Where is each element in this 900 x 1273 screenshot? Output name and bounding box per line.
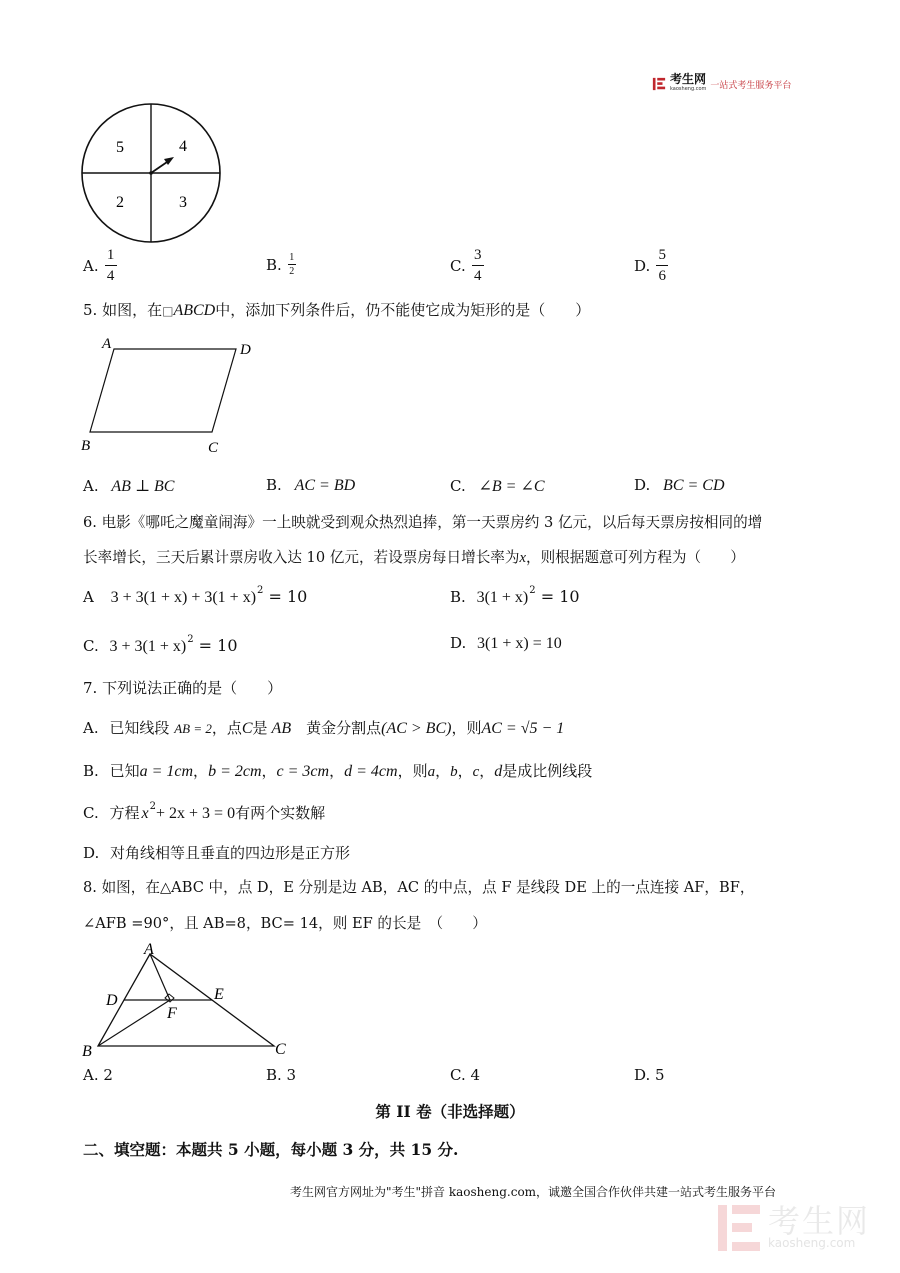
watermark (716, 1203, 870, 1253)
footer-text: 考生网官方网址为"考生"拼音 kaosheng.com，诚邀全国合作伙伴共建一站式考生服务平台 (290, 1185, 777, 1199)
parallelogram-abcd (90, 349, 236, 432)
vertex-a-label: A (144, 941, 154, 958)
watermark-text: 考生网 (768, 1202, 871, 1240)
q7-option-a[interactable]: A. 已知线段 AB = 2，点C是 AB 黄金分割点(AC > BC)，则AC = √5 − 1 (83, 719, 565, 737)
spinner-center (149, 171, 153, 175)
logo-text: 考生网 (670, 72, 707, 86)
q6-stem-line1: 6. 电影《哪吒之魔童闹海》一上映就受到观众热烈追捧，第一天票房约 3 亿元，以后每天票房按相同的增 (83, 514, 763, 531)
vertex-b-label: B (82, 1043, 92, 1060)
q8-option-d[interactable]: D. 5 (634, 1066, 665, 1084)
spinner-number-bottom-left: 2 (116, 194, 124, 211)
vertex-d-label: D (106, 992, 118, 1009)
spinner-number-bottom-right: 3 (179, 194, 187, 211)
denominator: 6 (658, 268, 667, 284)
parallelogram-figure (78, 332, 268, 460)
q4-option-a[interactable] (83, 246, 117, 285)
part2-title: 第 II 卷（非选择题） (375, 1102, 525, 1121)
vertex-c-label: C (208, 440, 219, 456)
q7-option-d[interactable]: D. 对角线相等且垂直的四边形是正方形 (83, 844, 351, 862)
spinner-number-top-left: 5 (116, 139, 124, 156)
q5-option-a[interactable]: A. AB ⊥ BC (83, 477, 175, 495)
q5-option-d[interactable]: D. BC = CD (634, 476, 725, 494)
watermark-logo-icon (716, 1203, 762, 1253)
q8-option-c[interactable]: C. 4 (450, 1066, 481, 1084)
vertex-c-label: C (275, 1041, 286, 1058)
q4-option-c[interactable] (450, 246, 484, 285)
q5-stem: 5. 如图，在□ABCD中，添加下列条件后，仍不能使它成为矩形的是（ ） (83, 301, 591, 319)
triangle-figure (78, 938, 300, 1062)
header-logo (652, 74, 791, 94)
vertex-a-label: A (102, 336, 112, 352)
parallelogram-symbol: □ (162, 304, 174, 318)
q6-option-c[interactable]: C. $3 + 3(1 + x)^2 = 10$ (83, 634, 238, 655)
option-label: C. (450, 256, 466, 275)
vertex-b-label: B (81, 438, 91, 454)
spinner-figure (78, 100, 224, 246)
q5-option-c[interactable]: C. ∠B = ∠C (450, 477, 545, 495)
header-slogan: 一站式考生服务平台 (710, 80, 792, 91)
option-label: A. (83, 256, 99, 275)
logo-url: kaosheng.com (670, 86, 707, 92)
q8-stem-line2: ∠AFB =90°，且 AB=8，BC= 14，则 EF 的长是 （ ） (83, 915, 487, 932)
watermark-url: kaosheng.com (768, 1236, 856, 1250)
q6-option-d[interactable]: D. 3(1 + x) = 10 (450, 634, 562, 652)
kaosheng-logo-icon (652, 77, 666, 91)
vertex-d-label: D (240, 342, 251, 358)
option-label: D. (634, 256, 651, 275)
q8-stem-line1: 8. 如图，在△ABC 中，点 D，E 分别是边 AB，AC 的中点，点 F 是线段 DE 上的一点连接 AF，BF， (83, 879, 755, 896)
denominator: 4 (473, 268, 482, 284)
q8-option-b[interactable]: B. 3 (266, 1066, 297, 1084)
q7-stem: 7. 下列说法正确的是（ ） (83, 679, 283, 697)
q7-option-c[interactable]: C. 方程 $x^2+ 2x + 3 = 0$有两个实数解 (83, 801, 326, 822)
q7-option-b[interactable]: B. 已知a = 1cm，b = 2cm，c = 3cm，d = 4cm，则a，b，c，d是成比例线段 (83, 762, 593, 780)
q4-option-b[interactable] (266, 252, 296, 277)
q6-stem-line2: 长率增长，三天后累计票房收入达 10 亿元，若设票房每日增长率为x，则根据题意可列方程为（ ） (83, 549, 745, 566)
section-heading: 二、填空题：本题共 5 小题，每小题 3 分，共 15 分. (83, 1140, 459, 1159)
numerator: 1 (106, 247, 115, 263)
denominator: 4 (106, 268, 115, 284)
vertex-f-label: F (167, 1005, 177, 1022)
numerator: 5 (658, 247, 667, 263)
vertex-e-label: E (214, 986, 224, 1003)
numerator: 3 (473, 247, 482, 263)
option-label: B. (266, 255, 282, 274)
numerator: 1 (289, 252, 295, 263)
q4-option-d[interactable] (634, 246, 668, 285)
denominator: 2 (289, 266, 295, 277)
spinner-number-top-right: 4 (179, 138, 187, 155)
q6-option-b[interactable]: B. $3(1 + x)^2 = 10$ (450, 585, 580, 606)
q8-option-a[interactable]: A. 2 (83, 1066, 113, 1084)
q6-option-a[interactable]: A $3 + 3(1 + x) + 3(1 + x)^2 = 10$ (83, 585, 308, 606)
q5-option-b[interactable]: B. AC = BD (266, 476, 356, 494)
